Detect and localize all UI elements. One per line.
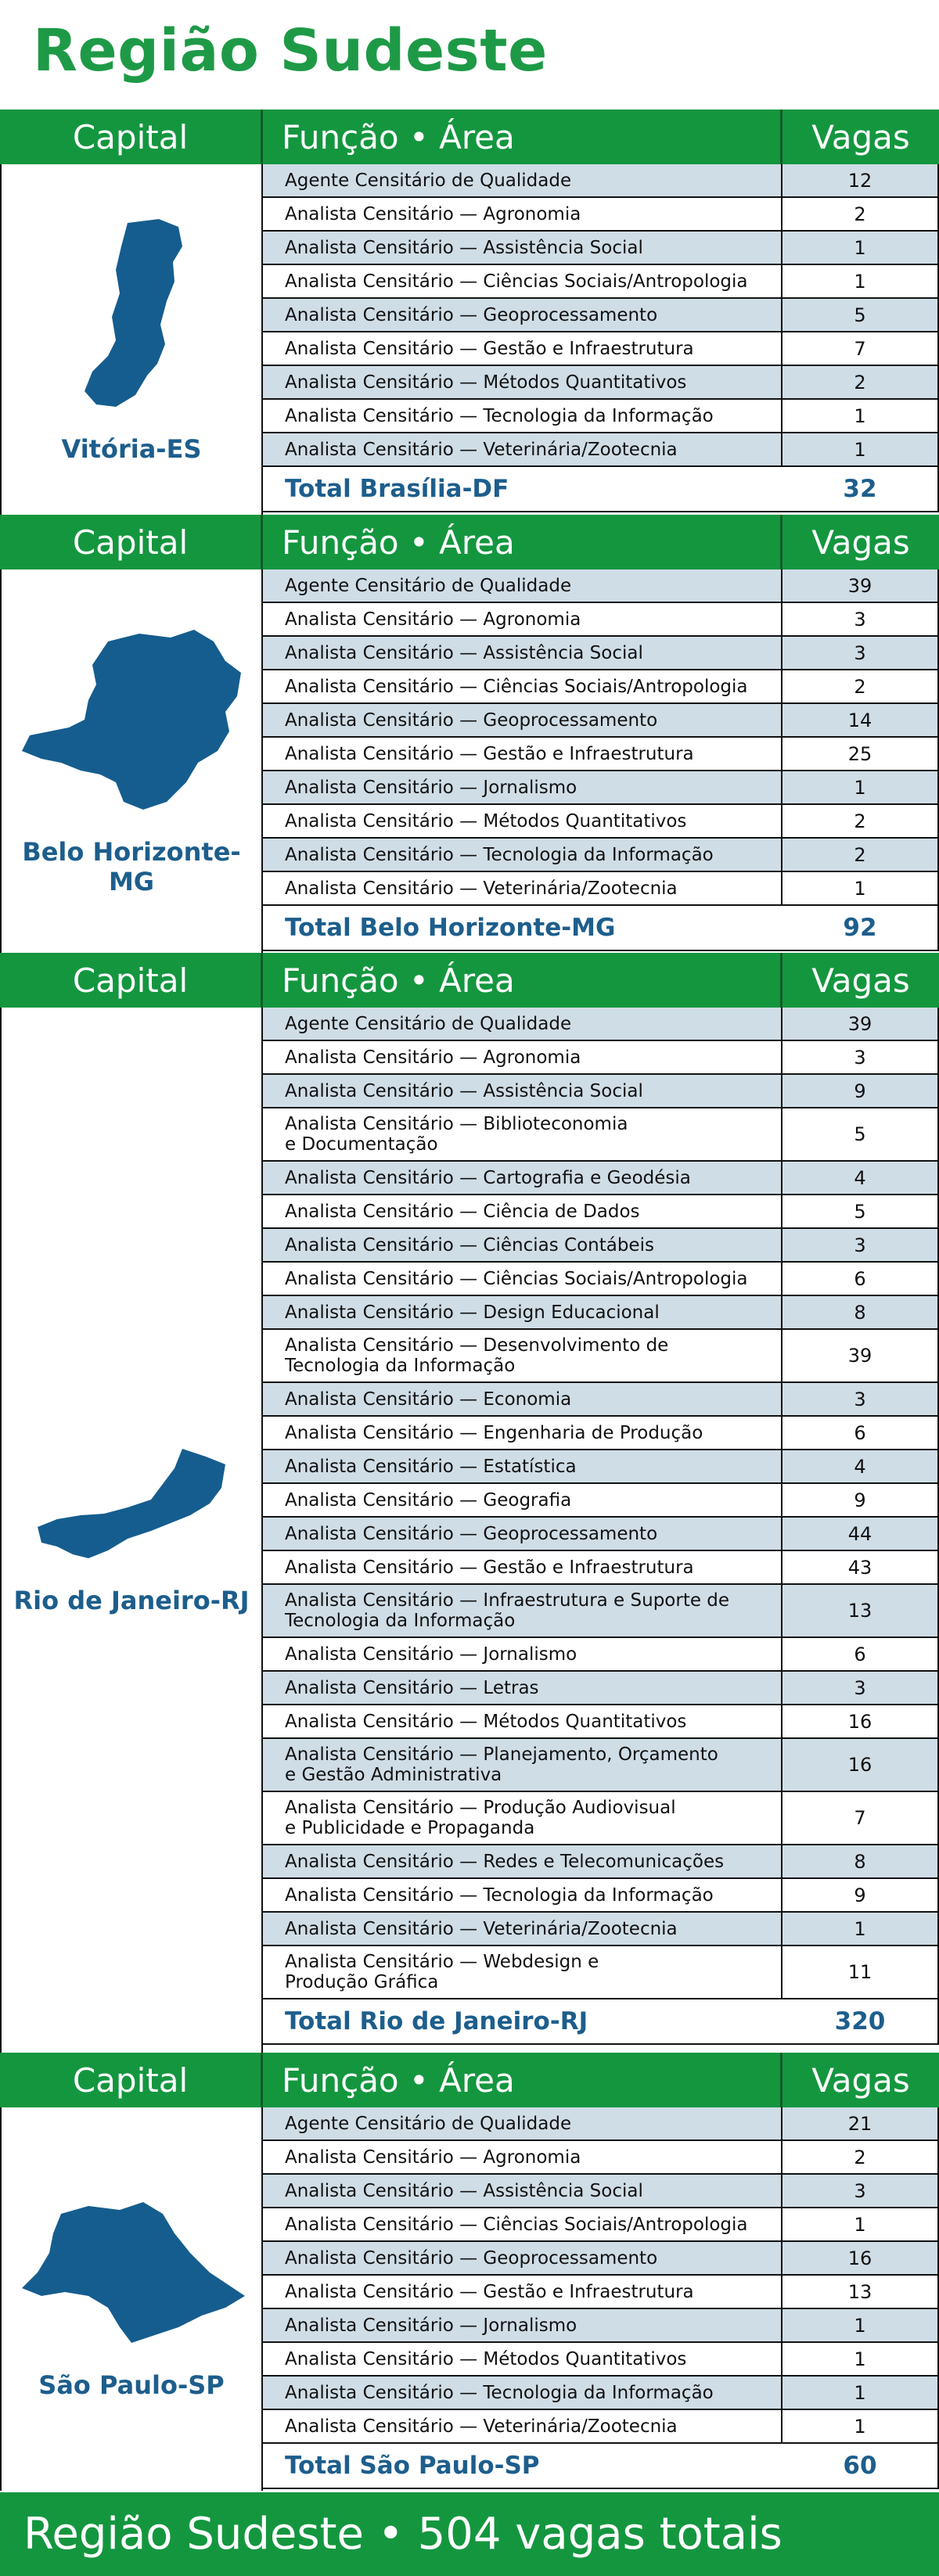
header-vagas: Vagas — [811, 961, 910, 1000]
table-row — [263, 2242, 939, 2276]
funcao-cell: Analista Censitário — Webdesign e Produção Gráfica — [263, 1946, 782, 1998]
capital-name: São Paulo-SP — [38, 2370, 225, 2400]
table-row — [263, 2276, 939, 2309]
vagas-cell: 1 — [854, 438, 866, 461]
funcao-cell: Analista Censitário — Ciências Sociais/Antropologia — [263, 265, 782, 297]
funcao-cell: Analista Censitário — Veterinária/Zootecnia — [263, 1913, 782, 1945]
funcao-cell: Analista Censitário — Geoprocessamento — [263, 704, 782, 736]
funcao-cell: Analista Censitário — Ciências Sociais/Antropologia — [263, 1263, 782, 1295]
table-body — [263, 569, 939, 951]
table-row — [263, 1739, 939, 1792]
vagas-cell: 2 — [854, 810, 866, 832]
table-row — [263, 1638, 939, 1672]
table-row — [263, 1229, 939, 1263]
capital-cell — [0, 2107, 263, 2491]
funcao-cell: Analista Censitário — Ciências Sociais/Antropologia — [263, 2208, 782, 2240]
vagas-cell: 1 — [854, 776, 866, 799]
table-header — [0, 953, 939, 1008]
header-capital: Capital — [0, 2053, 263, 2107]
table-row — [263, 2107, 939, 2141]
table-row — [263, 1075, 939, 1108]
total-value: 60 — [843, 2452, 877, 2480]
vagas-cell: 3 — [854, 1388, 866, 1410]
vagas-cell: 1 — [854, 1917, 866, 1940]
header-vagas: Vagas — [811, 2060, 910, 2100]
total-label: Total Brasília-DF — [285, 475, 509, 503]
table-body — [263, 164, 939, 512]
vagas-cell: 16 — [847, 1754, 872, 1776]
header-capital: Capital — [0, 515, 263, 569]
funcao-cell: Analista Censitário — Geografia — [263, 1484, 782, 1516]
funcao-cell: Analista Censitário — Biblioteconomia e Documentação — [263, 1108, 782, 1160]
funcao-cell: Analista Censitário — Letras — [263, 1672, 782, 1704]
vagas-cell: 11 — [847, 1961, 872, 1983]
table-row — [263, 198, 939, 232]
total-row — [263, 2444, 939, 2489]
funcao-cell: Agente Censitário de Qualidade — [263, 569, 782, 602]
table-row — [263, 1330, 939, 1383]
vagas-cell: 12 — [847, 169, 872, 192]
vagas-cell: 2 — [854, 203, 866, 225]
vagas-cell: 1 — [854, 2314, 866, 2337]
funcao-cell: Analista Censitário — Tecnologia da Informação — [263, 1879, 782, 1911]
table-row — [263, 637, 939, 670]
funcao-cell: Analista Censitário — Desenvolvimento de Tecnologia da Informação — [263, 1330, 782, 1381]
funcao-cell: Analista Censitário — Produção Audiovisual e Publicidade e Propaganda — [263, 1792, 782, 1844]
total-label: Total São Paulo-SP — [285, 2452, 540, 2480]
vagas-cell: 21 — [847, 2112, 872, 2135]
table-row — [263, 332, 939, 366]
header-capital: Capital — [0, 953, 263, 1008]
funcao-cell: Agente Censitário de Qualidade — [263, 1008, 782, 1040]
table-row — [263, 1296, 939, 1330]
capital-name: Belo Horizonte-MG — [22, 837, 241, 896]
funcao-cell: Agente Censitário de Qualidade — [263, 164, 782, 196]
funcao-cell: Analista Censitário — Agronomia — [263, 2141, 782, 2173]
table-row — [263, 1913, 939, 1946]
table-row — [263, 164, 939, 198]
table-header — [0, 2053, 939, 2107]
funcao-cell: Analista Censitário — Ciências Contábeis — [263, 1229, 782, 1261]
table-row — [263, 1450, 939, 1484]
table-row — [263, 1879, 939, 1913]
funcao-cell: Analista Censitário — Assistência Social — [263, 232, 782, 264]
table-row — [263, 1162, 939, 1195]
table-row — [263, 1792, 939, 1845]
table-row — [263, 1263, 939, 1296]
funcao-cell: Analista Censitário — Métodos Quantitativos — [263, 1705, 782, 1737]
header-funcao: Função • Área — [263, 953, 782, 1008]
vagas-cell: 1 — [854, 2415, 866, 2438]
header-capital: Capital — [0, 110, 263, 164]
rio-de-janeiro-map-icon — [34, 1445, 229, 1562]
section-sao-paulo — [0, 2053, 939, 2491]
header-funcao: Função • Área — [263, 110, 782, 164]
vagas-cell: 1 — [854, 877, 866, 900]
funcao-cell: Analista Censitário — Agronomia — [263, 603, 782, 635]
table-row — [263, 265, 939, 299]
table-row — [263, 433, 939, 467]
table-row — [263, 299, 939, 332]
funcao-cell: Analista Censitário — Gestão e Infraestrutura — [263, 2276, 782, 2308]
table-row — [263, 1484, 939, 1518]
funcao-cell: Analista Censitário — Redes e Telecomunicações — [263, 1845, 782, 1877]
funcao-cell: Analista Censitário — Geoprocessamento — [263, 1518, 782, 1550]
total-row — [263, 467, 939, 512]
funcao-cell: Analista Censitário — Assistência Social — [263, 1075, 782, 1107]
funcao-cell: Analista Censitário — Gestão e Infraestrutura — [263, 1551, 782, 1583]
vagas-cell: 4 — [854, 1166, 866, 1189]
funcao-cell: Analista Censitário — Veterinária/Zootecnia — [263, 2410, 782, 2442]
funcao-cell: Analista Censitário — Assistência Social — [263, 637, 782, 669]
table-row — [263, 2175, 939, 2208]
total-row — [263, 1999, 939, 2045]
funcao-cell: Analista Censitário — Veterinária/Zootecnia — [263, 872, 782, 904]
funcao-cell: Analista Censitário — Jornalismo — [263, 1638, 782, 1670]
table-row — [263, 400, 939, 433]
table-body — [263, 1008, 939, 2045]
vagas-cell: 7 — [854, 1807, 866, 1829]
header-vagas: Vagas — [811, 117, 910, 156]
table-row — [263, 670, 939, 704]
vagas-cell: 43 — [847, 1556, 872, 1579]
table-row — [263, 872, 939, 906]
funcao-cell: Analista Censitário — Gestão e Infraestrutura — [263, 738, 782, 770]
table-row — [263, 1417, 939, 1450]
funcao-cell: Analista Censitário — Geoprocessamento — [263, 299, 782, 331]
page-title: Região Sudeste — [33, 17, 548, 84]
capital-cell — [0, 1008, 263, 2053]
table-row — [263, 2343, 939, 2377]
table-row — [263, 232, 939, 265]
vagas-cell: 14 — [847, 709, 872, 731]
funcao-cell: Analista Censitário — Geoprocessamento — [263, 2242, 782, 2274]
vagas-cell: 1 — [854, 270, 866, 293]
table-row — [263, 2309, 939, 2343]
table-row — [263, 771, 939, 805]
table-row — [263, 2410, 939, 2444]
section-belo-horizonte — [0, 515, 939, 953]
funcao-cell: Analista Censitário — Cartografia e Geodésia — [263, 1162, 782, 1194]
funcao-cell: Analista Censitário — Gestão e Infraestrutura — [263, 332, 782, 365]
vagas-cell: 7 — [854, 337, 866, 360]
capital-name: Rio de Janeiro-RJ — [13, 1586, 250, 1615]
vagas-cell: 13 — [847, 2280, 872, 2303]
table-row — [263, 1195, 939, 1229]
vagas-cell: 44 — [847, 1522, 872, 1545]
funcao-cell: Analista Censitário — Métodos Quantitativos — [263, 366, 782, 398]
table-row — [263, 2208, 939, 2242]
section-rio-de-janeiro — [0, 953, 939, 2053]
vagas-cell: 3 — [854, 641, 866, 664]
vagas-cell: 6 — [854, 1421, 866, 1444]
vagas-cell: 6 — [854, 1643, 866, 1665]
vagas-cell: 3 — [854, 1676, 866, 1699]
table-row — [263, 1585, 939, 1638]
funcao-cell: Analista Censitário — Estatística — [263, 1450, 782, 1482]
capital-name: Vitória-ES — [61, 434, 202, 464]
table-row — [263, 603, 939, 637]
vagas-cell: 5 — [854, 304, 866, 326]
funcao-cell: Analista Censitário — Infraestrutura e Suporte de Tecnologia da Informação — [263, 1585, 782, 1636]
vagas-cell: 1 — [854, 2348, 866, 2370]
vagas-cell: 2 — [854, 843, 866, 866]
table-row — [263, 1041, 939, 1075]
funcao-cell: Analista Censitário — Ciências Sociais/Antropologia — [263, 670, 782, 702]
vagas-cell: 8 — [854, 1301, 866, 1324]
total-value: 320 — [834, 2007, 886, 2035]
vagas-cell: 3 — [854, 2179, 866, 2202]
table-header — [0, 110, 939, 164]
table-row — [263, 1518, 939, 1551]
vagas-cell: 2 — [854, 371, 866, 393]
capital-cell — [0, 569, 263, 953]
table-row — [263, 1383, 939, 1417]
vagas-cell: 5 — [854, 1123, 866, 1145]
table-row — [263, 704, 939, 738]
funcao-cell: Analista Censitário — Tecnologia da Informação — [263, 2377, 782, 2409]
vagas-cell: 9 — [854, 1489, 866, 1511]
vagas-cell: 9 — [854, 1884, 866, 1906]
funcao-cell: Analista Censitário — Veterinária/Zootecnia — [263, 433, 782, 465]
total-row — [263, 906, 939, 951]
vagas-cell: 39 — [847, 574, 872, 597]
funcao-cell: Analista Censitário — Jornalismo — [263, 771, 782, 803]
vagas-cell: 1 — [854, 404, 866, 427]
capital-cell — [0, 164, 263, 515]
table-row — [263, 805, 939, 839]
vagas-cell: 8 — [854, 1850, 866, 1873]
table-row — [263, 569, 939, 603]
funcao-cell: Analista Censitário — Jornalismo — [263, 2309, 782, 2341]
vagas-cell: 39 — [847, 1012, 872, 1035]
funcao-cell: Analista Censitário — Engenharia de Produção — [263, 1417, 782, 1449]
header-funcao: Função • Área — [263, 2053, 782, 2107]
funcao-cell: Analista Censitário — Design Educacional — [263, 1296, 782, 1328]
table-row — [263, 1551, 939, 1585]
table-row — [263, 1845, 939, 1879]
table-row — [263, 2141, 939, 2175]
table-row — [263, 1705, 939, 1739]
vagas-cell: 9 — [854, 1080, 866, 1102]
vagas-cell: 3 — [854, 608, 866, 631]
funcao-cell: Analista Censitário — Agronomia — [263, 198, 782, 230]
table-row — [263, 738, 939, 771]
vagas-cell: 4 — [854, 1455, 866, 1478]
vagas-cell: 13 — [847, 1600, 872, 1622]
table-row — [263, 1946, 939, 1999]
vagas-cell: 1 — [854, 2213, 866, 2236]
vagas-cell: 3 — [854, 1046, 866, 1069]
table-row — [263, 366, 939, 400]
minas-gerais-map-icon — [14, 626, 249, 814]
funcao-cell: Analista Censitário — Agronomia — [263, 1041, 782, 1073]
funcao-cell: Analista Censitário — Métodos Quantitativos — [263, 805, 782, 837]
funcao-cell: Analista Censitário — Planejamento, Orçamento e Gestão Administrativa — [263, 1739, 782, 1791]
table-row — [263, 839, 939, 872]
table-header — [0, 515, 939, 569]
vagas-cell: 1 — [854, 236, 866, 259]
vagas-cell: 39 — [847, 1345, 872, 1367]
funcao-cell: Analista Censitário — Métodos Quantitativos — [263, 2343, 782, 2375]
table-row — [263, 1108, 939, 1162]
section-vitoria — [0, 110, 939, 515]
table-body — [263, 2107, 939, 2489]
table-row — [263, 1672, 939, 1705]
funcao-cell: Analista Censitário — Economia — [263, 1383, 782, 1415]
table-row — [263, 2377, 939, 2410]
table-row — [263, 1008, 939, 1041]
vagas-cell: 5 — [854, 1200, 866, 1223]
funcao-cell: Analista Censitário — Ciência de Dados — [263, 1195, 782, 1227]
funcao-cell: Agente Censitário de Qualidade — [263, 2107, 782, 2139]
funcao-cell: Analista Censitário — Tecnologia da Informação — [263, 839, 782, 871]
funcao-cell: Analista Censitário — Assistência Social — [263, 2175, 782, 2207]
vagas-cell: 6 — [854, 1267, 866, 1290]
header-vagas: Vagas — [811, 523, 910, 562]
total-label: Total Belo Horizonte-MG — [285, 914, 616, 942]
vagas-cell: 1 — [854, 2381, 866, 2404]
sao-paulo-map-icon — [14, 2198, 249, 2347]
vagas-cell: 16 — [847, 2247, 872, 2269]
header-funcao: Função • Área — [263, 515, 782, 569]
espirito-santo-map-icon — [73, 215, 190, 411]
vagas-cell: 2 — [854, 675, 866, 698]
vagas-cell: 25 — [847, 742, 872, 765]
total-value: 32 — [843, 475, 877, 503]
vagas-cell: 3 — [854, 1234, 866, 1256]
total-label: Total Rio de Janeiro-RJ — [285, 2007, 588, 2035]
vagas-cell: 2 — [854, 2146, 866, 2168]
total-value: 92 — [843, 914, 877, 942]
footer-summary: Região Sudeste • 504 vagas totais — [0, 2492, 939, 2576]
funcao-cell: Analista Censitário — Tecnologia da Informação — [263, 400, 782, 432]
vagas-cell: 16 — [847, 1710, 872, 1733]
